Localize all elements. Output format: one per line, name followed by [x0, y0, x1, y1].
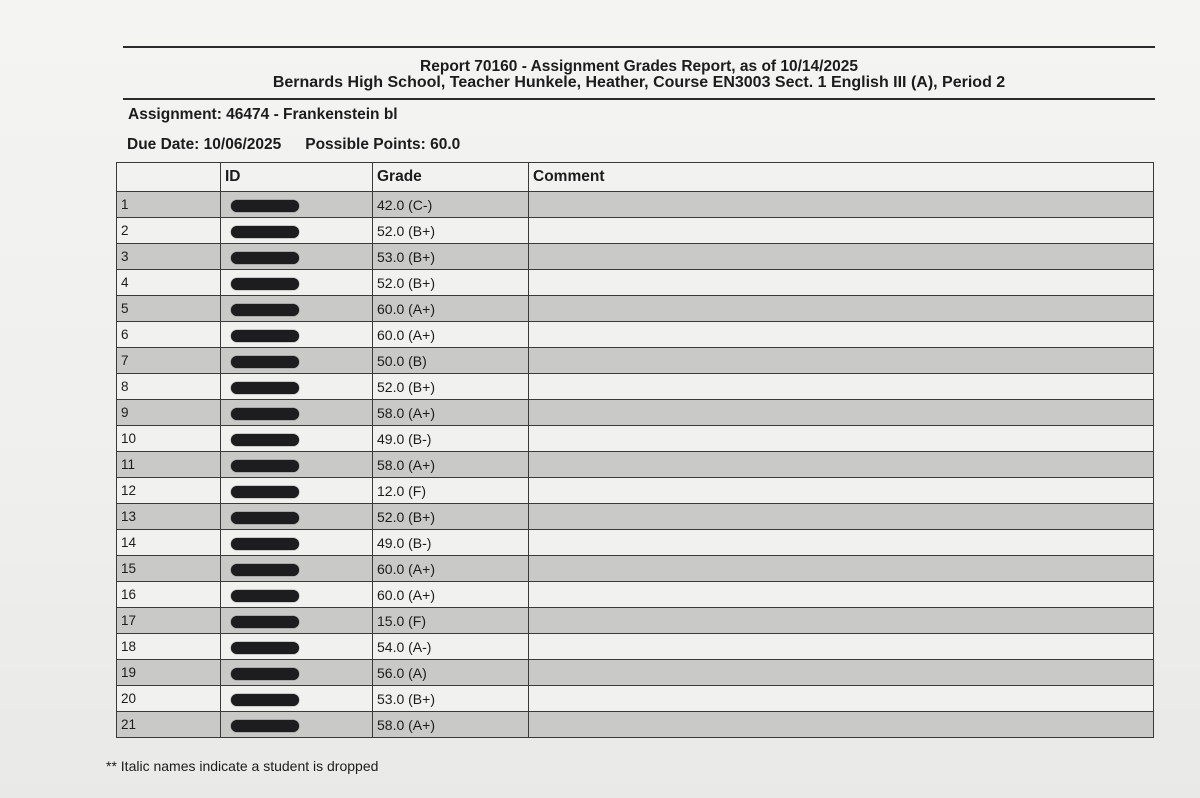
- student-id-cell: [221, 478, 373, 504]
- student-id-cell: [221, 530, 373, 556]
- row-number: 7: [117, 348, 221, 374]
- comment-cell: [529, 530, 1154, 556]
- comment-cell: [529, 686, 1154, 712]
- comment-cell: [529, 582, 1154, 608]
- redacted-id-marker: [231, 304, 299, 316]
- table-row: [117, 634, 1154, 660]
- table-row: [117, 686, 1154, 712]
- grade-cell: 52.0 (B+): [373, 270, 529, 296]
- table-row: [117, 712, 1154, 738]
- top-rule: [123, 46, 1155, 48]
- table-header-row: [117, 163, 1154, 192]
- grade-cell: 60.0 (A+): [373, 556, 529, 582]
- row-number: 9: [117, 400, 221, 426]
- redacted-id-marker: [231, 382, 299, 394]
- grade-cell: 58.0 (A+): [373, 400, 529, 426]
- header-id: ID: [221, 163, 373, 192]
- grade-cell: 49.0 (B-): [373, 426, 529, 452]
- comment-cell: [529, 270, 1154, 296]
- student-id-cell: [221, 270, 373, 296]
- student-id-cell: [221, 634, 373, 660]
- grade-cell: 53.0 (B+): [373, 686, 529, 712]
- table-row: [117, 608, 1154, 634]
- grade-cell: 15.0 (F): [373, 608, 529, 634]
- redacted-id-marker: [231, 356, 299, 368]
- student-id-cell: [221, 582, 373, 608]
- grade-cell: 60.0 (A+): [373, 296, 529, 322]
- row-number: 21: [117, 712, 221, 738]
- row-number: 4: [117, 270, 221, 296]
- redacted-id-marker: [231, 330, 299, 342]
- row-number: 20: [117, 686, 221, 712]
- student-id-cell: [221, 348, 373, 374]
- table-row: [117, 296, 1154, 322]
- table-row: [117, 504, 1154, 530]
- table-row: [117, 374, 1154, 400]
- row-number: 3: [117, 244, 221, 270]
- grade-cell: 54.0 (A-): [373, 634, 529, 660]
- table-row: [117, 218, 1154, 244]
- row-number: 5: [117, 296, 221, 322]
- grades-table-body: [117, 192, 1154, 738]
- comment-cell: [529, 374, 1154, 400]
- redacted-id-marker: [231, 538, 299, 550]
- row-number: 17: [117, 608, 221, 634]
- comment-cell: [529, 504, 1154, 530]
- comment-cell: [529, 478, 1154, 504]
- row-number: 1: [117, 192, 221, 218]
- comment-cell: [529, 400, 1154, 426]
- redacted-id-marker: [231, 278, 299, 290]
- row-number: 19: [117, 660, 221, 686]
- student-id-cell: [221, 686, 373, 712]
- grade-cell: 60.0 (A+): [373, 582, 529, 608]
- header-rule: [123, 98, 1155, 100]
- table-row: [117, 660, 1154, 686]
- table-row: [117, 244, 1154, 270]
- due-date: Due Date: 10/06/2025: [127, 136, 282, 153]
- comment-cell: [529, 296, 1154, 322]
- row-number: 15: [117, 556, 221, 582]
- comment-cell: [529, 192, 1154, 218]
- student-id-cell: [221, 452, 373, 478]
- redacted-id-marker: [231, 252, 299, 264]
- row-number: 11: [117, 452, 221, 478]
- redacted-id-marker: [231, 564, 299, 576]
- comment-cell: [529, 634, 1154, 660]
- table-row: [117, 400, 1154, 426]
- row-number: 8: [117, 374, 221, 400]
- footnote: ** Italic names indicate a student is dropped: [106, 758, 379, 774]
- student-id-cell: [221, 374, 373, 400]
- comment-cell: [529, 244, 1154, 270]
- table-row: [117, 348, 1154, 374]
- comment-cell: [529, 452, 1154, 478]
- comment-cell: [529, 608, 1154, 634]
- table-row: [117, 556, 1154, 582]
- grade-cell: 56.0 (A): [373, 660, 529, 686]
- comment-cell: [529, 712, 1154, 738]
- row-number: 14: [117, 530, 221, 556]
- row-number: 13: [117, 504, 221, 530]
- table-row: [117, 426, 1154, 452]
- redacted-id-marker: [231, 200, 299, 212]
- table-row: [117, 478, 1154, 504]
- comment-cell: [529, 322, 1154, 348]
- student-id-cell: [221, 400, 373, 426]
- grade-cell: 12.0 (F): [373, 478, 529, 504]
- student-id-cell: [221, 322, 373, 348]
- redacted-id-marker: [231, 720, 299, 732]
- grades-table: [116, 162, 1154, 738]
- grade-cell: 58.0 (A+): [373, 712, 529, 738]
- student-id-cell: [221, 244, 373, 270]
- redacted-id-marker: [231, 512, 299, 524]
- grade-cell: 52.0 (B+): [373, 218, 529, 244]
- row-number: 10: [117, 426, 221, 452]
- redacted-id-marker: [231, 642, 299, 654]
- table-row: [117, 530, 1154, 556]
- grade-cell: 49.0 (B-): [373, 530, 529, 556]
- redacted-id-marker: [231, 226, 299, 238]
- grade-cell: 53.0 (B+): [373, 244, 529, 270]
- report-subtitle: Bernards High School, Teacher Hunkele, Heather, Course EN3003 Sect. 1 English III (A), Period 2: [272, 74, 1006, 91]
- comment-cell: [529, 660, 1154, 686]
- redacted-id-marker: [231, 434, 299, 446]
- student-id-cell: [221, 660, 373, 686]
- row-number: 6: [117, 322, 221, 348]
- student-id-cell: [221, 608, 373, 634]
- due-line: [127, 136, 460, 154]
- comment-cell: [529, 218, 1154, 244]
- grade-cell: 60.0 (A+): [373, 322, 529, 348]
- header-row-number: [117, 163, 221, 192]
- comment-cell: [529, 556, 1154, 582]
- table-row: [117, 322, 1154, 348]
- table-row: [117, 582, 1154, 608]
- student-id-cell: [221, 556, 373, 582]
- student-id-cell: [221, 296, 373, 322]
- student-id-cell: [221, 504, 373, 530]
- header-grade: Grade: [373, 163, 529, 192]
- grade-cell: 58.0 (A+): [373, 452, 529, 478]
- student-id-cell: [221, 192, 373, 218]
- redacted-id-marker: [231, 486, 299, 498]
- table-row: [117, 452, 1154, 478]
- student-id-cell: [221, 218, 373, 244]
- redacted-id-marker: [231, 616, 299, 628]
- grade-cell: 50.0 (B): [373, 348, 529, 374]
- redacted-id-marker: [231, 408, 299, 420]
- redacted-id-marker: [231, 590, 299, 602]
- row-number: 12: [117, 478, 221, 504]
- student-id-cell: [221, 426, 373, 452]
- comment-cell: [529, 426, 1154, 452]
- header-comment: Comment: [529, 163, 1154, 192]
- comment-cell: [529, 348, 1154, 374]
- table-row: [117, 192, 1154, 218]
- student-id-cell: [221, 712, 373, 738]
- row-number: 16: [117, 582, 221, 608]
- assignment-label: Assignment: 46474 - Frankenstein bl: [128, 106, 398, 123]
- table-row: [117, 270, 1154, 296]
- row-number: 18: [117, 634, 221, 660]
- redacted-id-marker: [231, 668, 299, 680]
- row-number: 2: [117, 218, 221, 244]
- report-title: Report 70160 - Assignment Grades Report, as of 10/14/2025: [420, 58, 858, 75]
- redacted-id-marker: [231, 460, 299, 472]
- grade-cell: 42.0 (C-): [373, 192, 529, 218]
- grade-cell: 52.0 (B+): [373, 374, 529, 400]
- redacted-id-marker: [231, 694, 299, 706]
- possible-points: Possible Points: 60.0: [305, 136, 461, 153]
- grade-cell: 52.0 (B+): [373, 504, 529, 530]
